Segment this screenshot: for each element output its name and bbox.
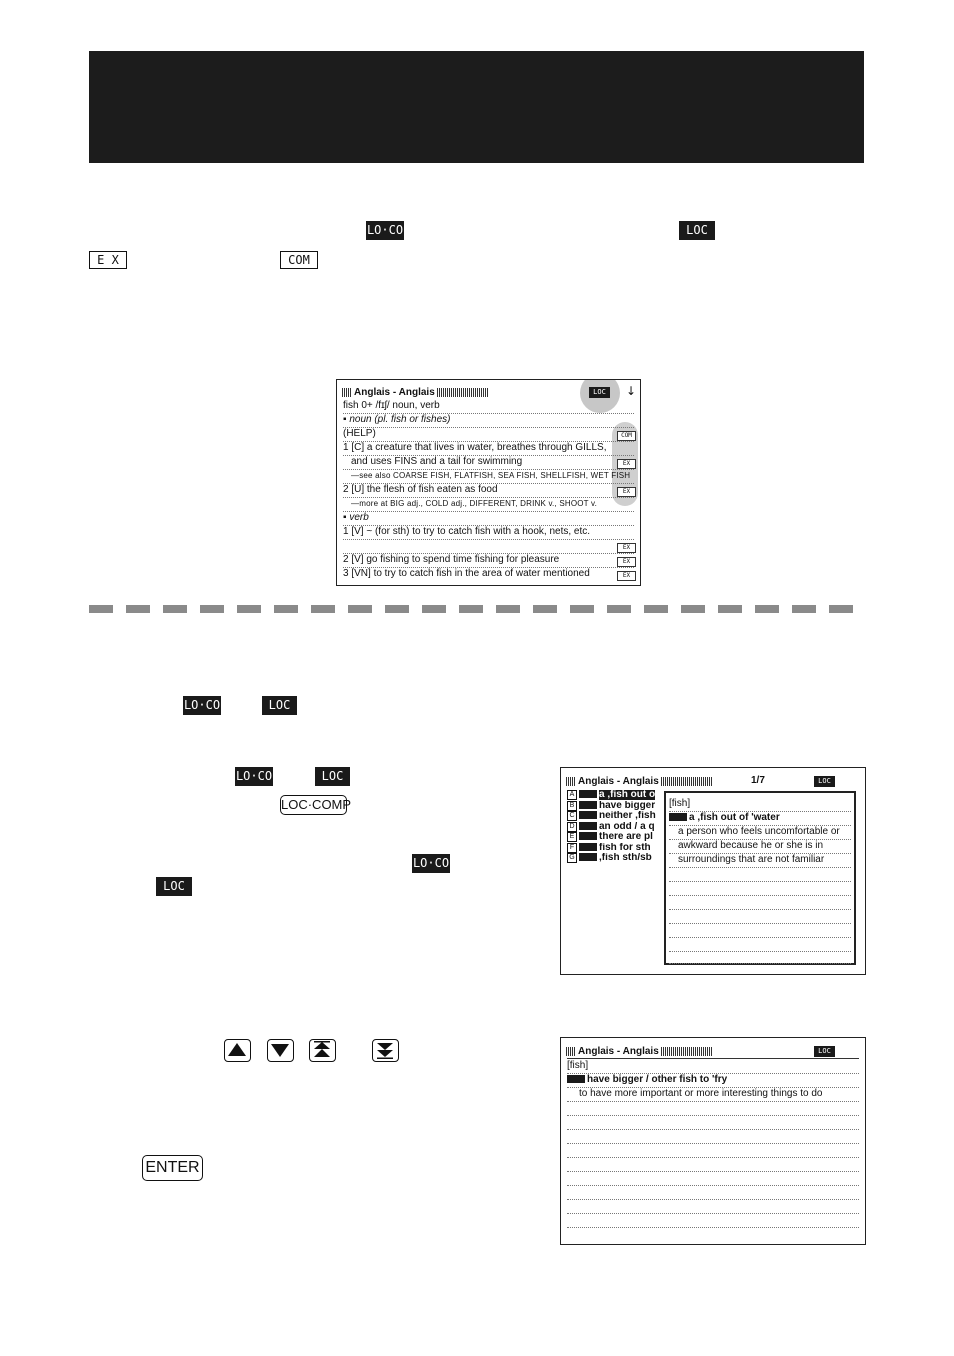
popup-blank-line [669, 923, 851, 938]
screen-title: Anglais - Anglais [566, 776, 713, 787]
entry-line: 1 [C] a creature that lives in water, breathes through GILLS, [343, 441, 634, 456]
screen-dictionary-entry [336, 379, 641, 586]
key-com-icon: COM [280, 251, 318, 269]
ex-tag-icon[interactable]: EX [617, 557, 636, 567]
popup-blank-line [669, 909, 851, 924]
screen-idiom-detail [560, 1037, 866, 1245]
screen-title: Anglais - Anglais [566, 1046, 713, 1057]
screen-idiom-list [560, 767, 866, 975]
key-loc-icon: LOC [156, 877, 192, 896]
blank-line [567, 1171, 859, 1186]
blank-line [567, 1213, 859, 1228]
popup-entry: a ,fish out of 'water [669, 811, 851, 826]
entry-line: 1 [V] ~ (for sth) to try to catch fish with a hook, nets, etc. [343, 525, 634, 540]
entry-line [343, 539, 634, 554]
blank-line [567, 1199, 859, 1214]
entry-line: —see also COARSE FISH, FLATFISH, SEA FISH, SHELLFISH, WET FISH [343, 469, 634, 484]
list-item[interactable]: B have bigger [567, 801, 663, 811]
popup-definition: a person who feels uncomfortable or [669, 825, 851, 840]
key-loco-icon: LO·CO [412, 854, 450, 873]
key-loc-comp-icon: LOC·COMP [280, 795, 347, 815]
entry-line: 2 [U] the flesh of fish eaten as food [343, 483, 634, 498]
ex-tag-icon[interactable]: EX [617, 459, 636, 469]
entry-headword: fish 0+ /fɪʃ/ noun, verb [343, 399, 634, 414]
detail-head: [fish] [567, 1058, 859, 1074]
key-ex-icon: E X [89, 251, 127, 269]
list-item[interactable]: E there are pl [567, 832, 663, 842]
ex-tag-icon[interactable]: EX [617, 487, 636, 497]
key-loco-icon: LO·CO [183, 696, 221, 715]
list-item[interactable]: D an odd / a q [567, 822, 663, 832]
section-divider [89, 605, 864, 613]
blank-line [567, 1157, 859, 1172]
list-item[interactable]: F fish for sth [567, 843, 663, 853]
loc-indicator: LOC [589, 387, 610, 398]
key-loc-icon: LOC [262, 696, 297, 715]
key-enter-icon: ENTER [142, 1155, 203, 1181]
key-loco-icon: LO·CO [235, 767, 273, 786]
page-indicator: 1/7 [751, 775, 765, 786]
blank-line [567, 1129, 859, 1144]
popup-definition: awkward because he or she is in [669, 839, 851, 854]
detail-entry: have bigger / other fish to 'fry [567, 1073, 859, 1088]
blank-line [567, 1185, 859, 1200]
double-down-icon [373, 1040, 397, 1060]
loc-indicator: LOC [814, 1046, 835, 1057]
popup-blank-line [669, 881, 851, 896]
entry-line: ▪ noun (pl. fish or fishes) [343, 413, 634, 428]
popup-blank-line [669, 895, 851, 910]
popup-head: [fish] [669, 797, 851, 812]
down-triangle-icon [268, 1040, 292, 1060]
key-loc-icon: LOC [679, 221, 715, 240]
entry-line: and uses FINS and a tail for swimming [343, 455, 634, 470]
blank-line [567, 1101, 859, 1116]
entry-line: (HELP) [343, 427, 634, 442]
popup-definition: surroundings that are not familiar [669, 853, 851, 868]
popup-blank-line [669, 867, 851, 882]
detail-definition: to have more important or more interesting things to do [567, 1087, 859, 1102]
list-item[interactable]: G ,fish sth/sb [567, 853, 663, 863]
down-arrow-key [267, 1039, 294, 1062]
ex-tag-icon[interactable]: EX [617, 571, 636, 581]
blank-line [567, 1143, 859, 1158]
com-tag-icon[interactable]: COM [617, 431, 636, 441]
entry-line: 2 [V] go fishing to spend time fishing for pleasure [343, 553, 634, 568]
ex-tag-icon[interactable]: EX [617, 543, 636, 553]
page-up-key [309, 1039, 336, 1062]
up-arrow-key [224, 1039, 251, 1062]
double-up-icon [310, 1040, 334, 1060]
entry-line: ▪ verb [343, 511, 634, 526]
entry-line: —more at BIG adj., COLD adj., DIFFERENT, DRINK v., SHOOT v. [343, 497, 634, 512]
up-triangle-icon [225, 1040, 249, 1060]
header-banner [89, 51, 864, 163]
preview-popup [664, 791, 856, 965]
screen-title: Anglais - Anglais [342, 387, 489, 398]
entry-line: 3 [VN] to try to catch fish in the area of water mentioned [343, 568, 590, 579]
list-item[interactable]: A a ,fish out o [567, 790, 663, 800]
list-item[interactable]: C neither ,fish [567, 811, 663, 821]
key-loco-icon: LO·CO [366, 221, 404, 240]
scroll-down-arrow-icon: ↓ [626, 384, 637, 398]
key-loc-icon: LOC [315, 767, 350, 786]
loc-indicator: LOC [814, 776, 835, 787]
page-down-key [372, 1039, 399, 1062]
popup-blank-line [669, 949, 851, 964]
blank-line [567, 1115, 859, 1130]
